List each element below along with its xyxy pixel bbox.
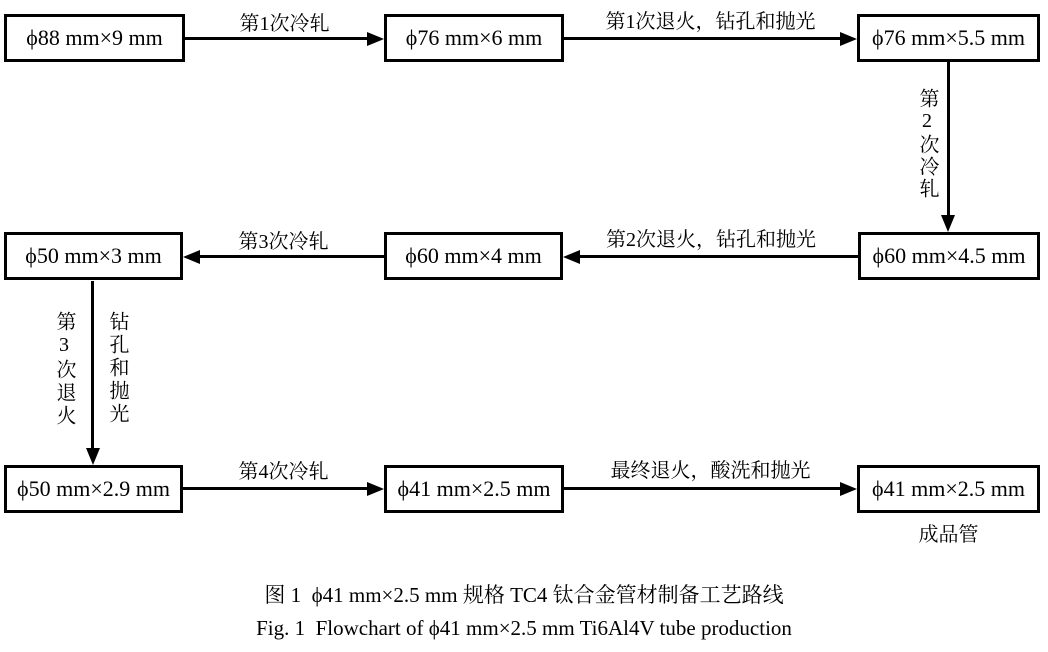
- process-box-3: ϕ76 mm×5.5 mm: [857, 14, 1040, 62]
- flow-line-r1a: [185, 37, 369, 40]
- process-box-8: ϕ41 mm×2.5 mm: [384, 465, 564, 513]
- flow-line-r3a: [183, 487, 367, 490]
- flow-line-down-right: [947, 62, 950, 218]
- arrowhead-right-icon: [367, 482, 384, 496]
- arrowhead-right-icon: [840, 482, 857, 496]
- process-box-1: ϕ88 mm×9 mm: [4, 14, 185, 62]
- flow-line-r1b: [564, 37, 842, 40]
- step-label-drill-polish: 钻孔和抛光: [106, 311, 128, 426]
- process-box-7: ϕ50 mm×2.9 mm: [4, 465, 183, 513]
- figure-caption-zh: 图 1 ϕ41 mm×2.5 mm 规格 TC4 钛合金管材制备工艺路线: [264, 583, 784, 607]
- step-label-final-anneal: 最终退火，酸洗和抛光: [610, 460, 811, 482]
- step-label-anneal-3: 第3次退火: [53, 311, 75, 428]
- process-box-4: ϕ60 mm×4.5 mm: [858, 232, 1040, 280]
- step-label-cold-roll-3: 第3次冷轧: [238, 231, 329, 253]
- figure-caption-en: Fig. 1 Flowchart of ϕ41 mm×2.5 mm Ti6Al4V tube production: [256, 616, 792, 640]
- process-box-9-final: ϕ41 mm×2.5 mm: [857, 465, 1040, 513]
- flow-line-r2a: [580, 255, 858, 258]
- flow-line-r3b: [564, 487, 840, 490]
- arrowhead-down-icon: [941, 215, 955, 232]
- final-product-label: 成品管: [918, 524, 979, 546]
- arrowhead-left-icon: [563, 250, 580, 264]
- process-box-6: ϕ50 mm×3 mm: [4, 232, 183, 280]
- step-label-anneal-1: 第1次退火，钻孔和抛光: [605, 11, 816, 33]
- step-label-cold-roll-1: 第1次冷轧: [239, 13, 330, 35]
- flow-line-r2b: [200, 255, 384, 258]
- process-box-5: ϕ60 mm×4 mm: [384, 232, 563, 280]
- step-label-anneal-2: 第2次退火，钻孔和抛光: [606, 229, 816, 251]
- process-box-2: ϕ76 mm×6 mm: [384, 14, 564, 62]
- step-label-cold-roll-4: 第4次冷轧: [238, 461, 329, 483]
- arrowhead-down-icon: [86, 448, 100, 465]
- arrowhead-right-icon: [840, 32, 857, 46]
- step-label-cold-roll-2: 第2次冷轧: [916, 88, 938, 200]
- flow-line-down-left: [91, 281, 94, 450]
